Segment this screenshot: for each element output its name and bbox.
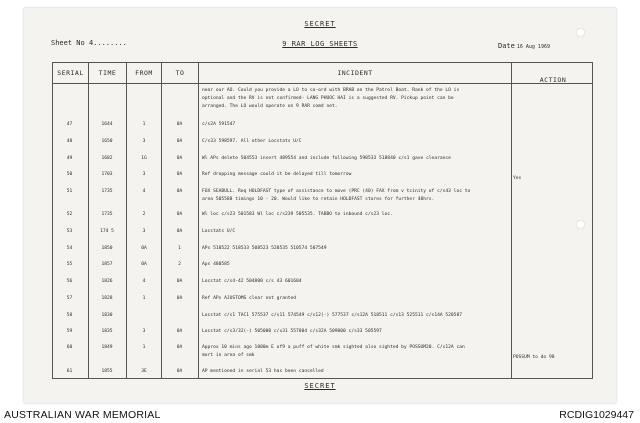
document-title: 9 RAR LOG SHEETS xyxy=(282,40,358,48)
incident-cell: Ref dropping message could it be delayed till tomorrow xyxy=(202,172,352,177)
time-cell: 1650 xyxy=(101,139,113,144)
incident-cell: Locstat c/s1 TAC1 575537 c/s11 574549 c/s12(-) 577537 c/s12A 518511 c/s13 525511 c/s14A 520587 xyxy=(202,313,462,318)
serial-cell: 51 xyxy=(66,189,73,194)
to-cell: 0A xyxy=(176,212,183,217)
serial-cell: 55 xyxy=(66,262,73,267)
table-row xyxy=(53,261,594,268)
incident-cell: Ref APs AJUSTOMS clear not granted xyxy=(202,296,297,301)
to-cell: 0A xyxy=(176,345,183,350)
from-cell: 3 xyxy=(142,229,146,234)
incident-cell: Locstat c/s4-42 504800 c/s 43 601604 xyxy=(202,279,302,284)
archive-footer xyxy=(0,406,640,423)
incident-cell: c/s2A 591547 xyxy=(202,122,236,127)
time-cell: 1835 xyxy=(101,329,113,334)
serial-cell: 60 xyxy=(66,345,73,350)
serial-cell: 61 xyxy=(66,369,73,374)
serial-cell: 48 xyxy=(66,139,73,144)
incident-cell: FOX SEABULL. Req HOLDFAST type of assistance to move (PRC (40) FAX from v tcinity of c/s43 loc to xyxy=(202,189,471,194)
date-field xyxy=(498,42,550,50)
action-cell: Yes xyxy=(513,176,522,181)
archive-name: AUSTRALIAN WAR MEMORIAL xyxy=(4,409,161,421)
time-cell: 1855 xyxy=(101,369,113,374)
incident-cell: AP mentioned in serial 53 has been cancelled xyxy=(202,369,324,374)
from-cell: 4 xyxy=(142,189,146,194)
date-label: Date xyxy=(498,42,515,50)
table-row-continuation xyxy=(53,352,594,359)
table-row xyxy=(53,368,594,375)
incident-cell: Locstat c/s3/32(-) 505000 c/s31 557004 c/s32A 509000 c/s33 505597 xyxy=(202,329,382,334)
from-cell: 1 xyxy=(142,296,146,301)
table-row xyxy=(53,121,594,128)
incident-cell: Approx 10 mins ago 1000m E of9 a puff of white smk sighted also sighted by POSSUM20. C/s12A can xyxy=(202,345,465,350)
table-row xyxy=(53,188,594,195)
to-cell: 0A xyxy=(176,279,183,284)
table-row xyxy=(53,211,594,218)
serial-cell: 52 xyxy=(66,212,73,217)
table-row xyxy=(53,312,594,319)
action-cell: POSSUM to do 98 xyxy=(513,355,555,360)
from-cell: 1G xyxy=(141,156,147,161)
time-cell: 1703 xyxy=(101,172,113,177)
table-row xyxy=(53,171,594,181)
top-security-stamp: SECRET xyxy=(304,20,336,28)
time-cell: 1644 xyxy=(101,122,113,127)
header-to: TO xyxy=(175,69,185,77)
to-cell: 2 xyxy=(178,262,181,267)
to-cell: 0A xyxy=(176,189,183,194)
time-cell: 1830 xyxy=(101,313,113,318)
to-cell: 0A xyxy=(176,329,183,334)
table-row xyxy=(53,328,594,335)
header-serial: SERIAL xyxy=(57,69,84,77)
serial-cell: 49 xyxy=(66,156,73,161)
to-cell: 0A xyxy=(176,369,183,374)
table-row xyxy=(53,295,594,302)
time-cell: 1682 xyxy=(101,156,113,161)
to-cell: 0A xyxy=(176,139,183,144)
bottom-security-stamp: SECRET xyxy=(304,382,336,390)
punch-hole-top xyxy=(576,28,585,37)
incident-cell: Aps 480585 xyxy=(202,262,230,267)
serial-cell: 47 xyxy=(66,122,73,127)
from-cell: 1 xyxy=(142,345,146,350)
incident-cell: APs 510522 518533 508523 520535 510574 507549 xyxy=(202,246,327,251)
incident-cell: Locstats U/C xyxy=(202,229,236,234)
continuation-line: arranged. The LO would operate on 9 RAR comd net. xyxy=(202,104,338,109)
incident-cell: Wl loc c/s23 501583 Wl loc c/s239 505535. TABBO to inbound c/s23 loc. xyxy=(202,212,393,217)
serial-cell: 58 xyxy=(66,313,73,318)
date-value: 16 Aug 1969 xyxy=(516,44,550,50)
time-cell: 1850 xyxy=(101,246,113,251)
serial-cell: 53 xyxy=(66,229,73,234)
incident-cell: area 505588 timings 10 - 20. Would like to retain HOLDFAST stores for further 48hrs. xyxy=(202,197,435,202)
time-cell: 1826 xyxy=(101,279,113,284)
from-cell: 0A xyxy=(141,246,147,251)
from-cell: 3E xyxy=(141,369,147,374)
table-row xyxy=(53,155,594,162)
header-time: TIME xyxy=(98,69,117,77)
serial-cell: 59 xyxy=(66,329,73,334)
log-table xyxy=(52,62,593,379)
header-action: ACTION xyxy=(539,76,567,84)
incident-cell: C/s33 598597. All other Locstats U/C xyxy=(202,139,302,144)
serial-cell: 57 xyxy=(66,296,73,301)
archive-reference: RCDIG1029447 xyxy=(559,409,634,421)
to-cell: 0A xyxy=(176,229,183,234)
from-cell: 4 xyxy=(142,279,146,284)
table-row-continuation xyxy=(53,196,594,203)
from-cell: 0A xyxy=(141,262,147,267)
sheet-number-label: Sheet No xyxy=(51,39,85,47)
to-cell: 1 xyxy=(178,246,181,251)
table-row xyxy=(53,278,594,285)
from-cell: 3 xyxy=(142,329,146,334)
time-cell: 1849 xyxy=(101,345,113,350)
continuation-line: optional and the RV is not confirmed- LANG PHUOC HAI is a suggested RV. Pickup point can be xyxy=(202,96,454,101)
incident-cell: Wl APs delete 504553 insert 489554 and include following 598533 518840 c/s1 gave clearance xyxy=(202,156,451,161)
from-cell: 1 xyxy=(142,122,146,127)
table-row xyxy=(53,228,594,235)
to-cell: 0A xyxy=(176,122,183,127)
time-cell: 1828 xyxy=(101,296,113,301)
sheet-number-value: 4........ xyxy=(88,39,127,47)
header-incident: INCIDENT xyxy=(337,69,373,77)
time-cell: 174 5 xyxy=(100,229,114,234)
to-cell: 0A xyxy=(176,156,183,161)
log-sheet-page xyxy=(24,8,616,403)
to-cell: 0A xyxy=(176,172,183,177)
continuation-line: near our AO. Could you provide a LO to co-ord with BRAB on the Patrol Boat. Rank of the LO is xyxy=(202,88,460,93)
to-cell: 0A xyxy=(176,296,183,301)
from-cell: 2 xyxy=(142,212,146,217)
table-row xyxy=(53,245,594,252)
serial-cell: 54 xyxy=(66,246,73,251)
time-cell: 1735 xyxy=(101,189,113,194)
from-cell: 3 xyxy=(142,172,146,177)
from-cell: 3 xyxy=(142,139,146,144)
table-row xyxy=(53,138,594,145)
header-from: FROM xyxy=(135,69,153,77)
time-cell: 1735 xyxy=(101,212,113,217)
serial-cell: 56 xyxy=(66,279,73,284)
time-cell: 1857 xyxy=(101,262,113,267)
serial-cell: 50 xyxy=(66,172,73,177)
incident-cell: mort in area of smk xyxy=(202,353,255,358)
